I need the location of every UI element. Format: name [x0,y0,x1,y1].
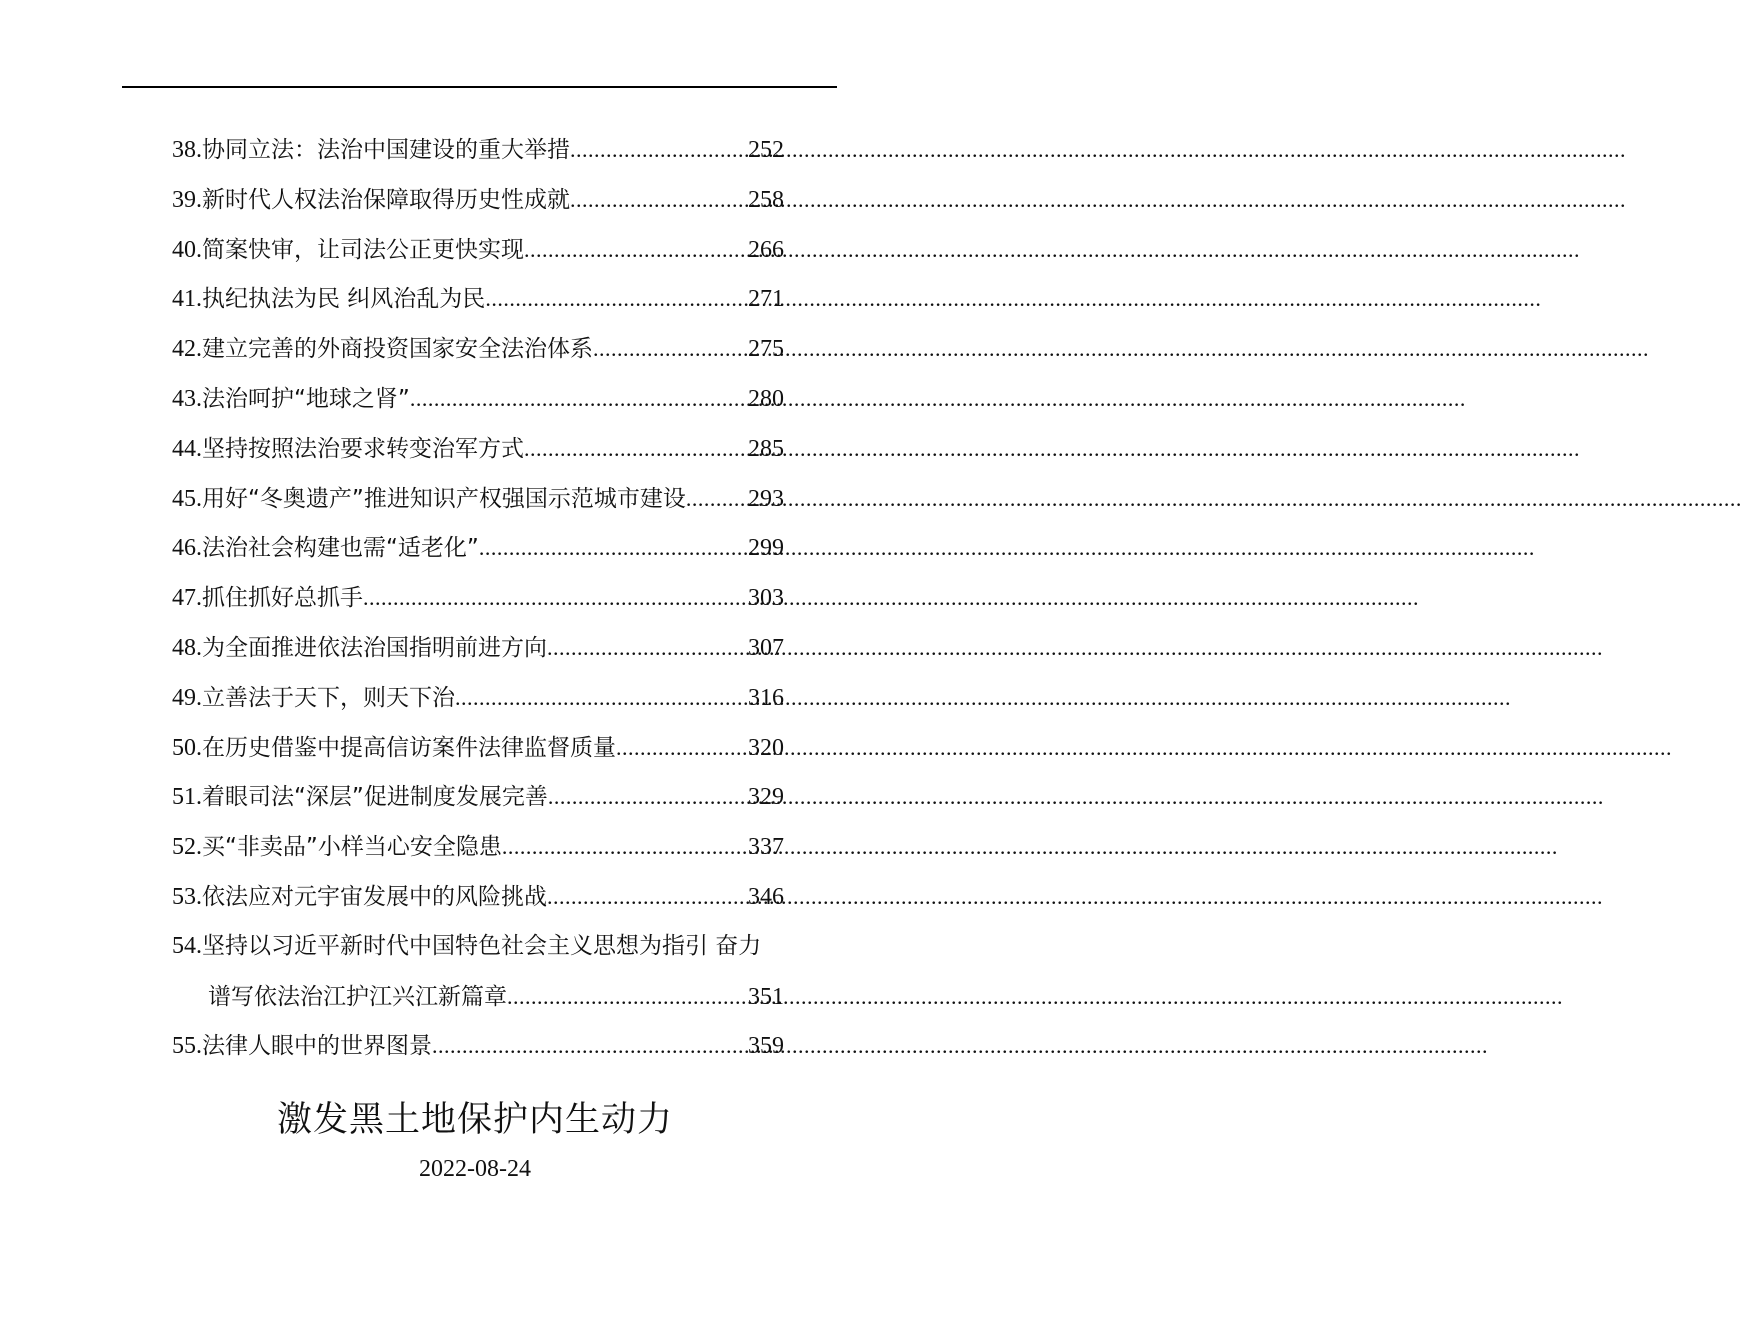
toc-entry-41[interactable] [172,274,784,324]
header-rule [122,86,837,88]
toc-entry-55[interactable] [172,1021,784,1071]
toc-entry-number: 53. [172,883,202,910]
toc-leader-dots [479,523,748,573]
toc-entry-page: 307 [748,634,784,661]
toc-leader-dots [455,673,748,723]
toc-entry-54-line2 [172,972,784,1022]
toc-leader-dots [432,1021,748,1071]
toc-entry-title: 为全面推进依法治国指明前进方向 [202,634,547,661]
toc-leader-dots [507,972,748,1022]
toc-entry-number: 52. [172,834,202,861]
toc-entry-number: 40. [172,236,202,263]
toc-leader-dots [548,772,748,822]
toc-entry-title: 法律人眼中的世界图景 [202,1033,432,1060]
toc-leader-dots [570,175,748,225]
toc-entry-54-line1 [172,922,832,972]
toc-entry-number: 46. [172,535,202,562]
toc-entry-title: 着眼司法“深层”促进制度发展完善 [202,784,548,811]
toc-entry-page: 316 [748,684,784,711]
toc-entry-page: 303 [748,585,784,612]
toc-entry-number: 38. [172,137,202,163]
toc-leader-dots [502,822,748,872]
toc-entry-page: 285 [748,435,784,462]
toc-entry-44[interactable] [172,424,784,474]
toc-entry-title: 在历史借鉴中提高信访案件法律监督质量 [202,734,616,761]
toc-entry-title: 立善法于天下，则天下治 [202,684,455,711]
toc-entry-50[interactable] [172,723,784,773]
toc-leader-dots [524,225,748,275]
toc-entry-page: 337 [748,834,784,861]
toc-entry-page: 299 [748,535,784,562]
toc-entry-page: 275 [748,336,784,363]
toc-entry-title: 新时代人权法治保障取得历史性成就 [202,186,570,213]
toc-entry-title: 抓住抓好总抓手 [202,585,363,612]
toc-entry-title: 协同立法：法治中国建设的重大举措 [202,137,570,163]
toc-leader-dots [363,573,748,623]
toc-leader-dots [410,374,748,424]
toc-entry-title: 法治社会构建也需“适老化” [202,535,479,562]
toc-entry-number: 44. [172,435,202,462]
toc-entry-title: 法治呵护“地球之肾” [202,385,410,412]
toc-entry-page: 351 [748,983,784,1010]
toc-entry-page: 271 [748,286,784,313]
toc-entry-46[interactable] [172,523,784,573]
toc-entry-page: 258 [748,186,784,213]
toc-entry-39[interactable] [172,175,784,225]
toc-entry-52[interactable] [172,822,784,872]
toc-leader-dots [616,723,748,773]
toc-leader-dots [686,474,748,524]
toc-entry-number: 49. [172,684,202,711]
toc-leader-dots [547,623,748,673]
toc-entry-title-line2: 谱写依法治江护江兴江新篇章 [208,983,507,1010]
toc-entry-number: 39. [172,186,202,213]
toc-entry-page: 329 [748,784,784,811]
toc-entry-38[interactable] [172,125,784,175]
table-of-contents [172,125,784,1071]
toc-entry-number: 54. [172,932,202,959]
toc-entry-title: 坚持按照法治要求转变治军方式 [202,435,524,462]
toc-entry-number: 47. [172,585,202,612]
toc-entry-54[interactable] [172,922,784,1022]
article-date: 2022-08-24 [419,1156,531,1182]
toc-entry-title: 建立完善的外商投资国家安全法治体系 [202,336,593,363]
toc-entry-51[interactable] [172,772,784,822]
toc-entry-number: 51. [172,784,202,811]
toc-entry-53[interactable] [172,872,784,922]
toc-entry-45[interactable] [172,474,784,524]
toc-entry-page: 266 [748,236,784,263]
toc-entry-title-line1: 坚持以习近平新时代中国特色社会主义思想为指引 奋力 [202,932,762,959]
toc-entry-number: 42. [172,336,202,363]
toc-entry-title: 用好“冬奥遗产”推进知识产权强国示范城市建设 [202,485,686,512]
toc-leader-dots [593,324,748,374]
toc-leader-dots [570,125,748,175]
toc-entry-title: 买“非卖品”小样当心安全隐患 [202,834,502,861]
toc-entry-42[interactable] [172,324,784,374]
toc-entry-number: 45. [172,485,202,512]
toc-entry-number: 41. [172,286,202,313]
toc-entry-title: 执纪执法为民 纠风治乱为民 [202,286,486,313]
toc-entry-48[interactable] [172,623,784,673]
toc-entry-title: 依法应对元宇宙发展中的风险挑战 [202,883,547,910]
toc-entry-page: 320 [748,734,784,761]
toc-leader-dots [547,872,748,922]
toc-entry-43[interactable] [172,374,784,424]
toc-entry-page: 346 [748,883,784,910]
toc-list [172,125,784,922]
toc-entry-number: 55. [172,1033,202,1060]
toc-entry-number: 48. [172,634,202,661]
toc-entry-page: 359 [748,1033,784,1060]
toc-entry-page: 252 [748,137,784,163]
toc-entry-title: 简案快审，让司法公正更快实现 [202,236,524,263]
toc-entry-page: 280 [748,385,784,412]
toc-entry-number: 50. [172,734,202,761]
article-title: 激发黑土地保护内生动力 [276,1100,673,1140]
toc-entry-40[interactable] [172,225,784,275]
toc-entry-page: 293 [748,485,784,512]
toc-entry-number: 43. [172,385,202,412]
toc-leader-dots [524,424,748,474]
toc-entry-47[interactable] [172,573,784,623]
toc-entry-49[interactable] [172,673,784,723]
toc-leader-dots [485,274,748,324]
